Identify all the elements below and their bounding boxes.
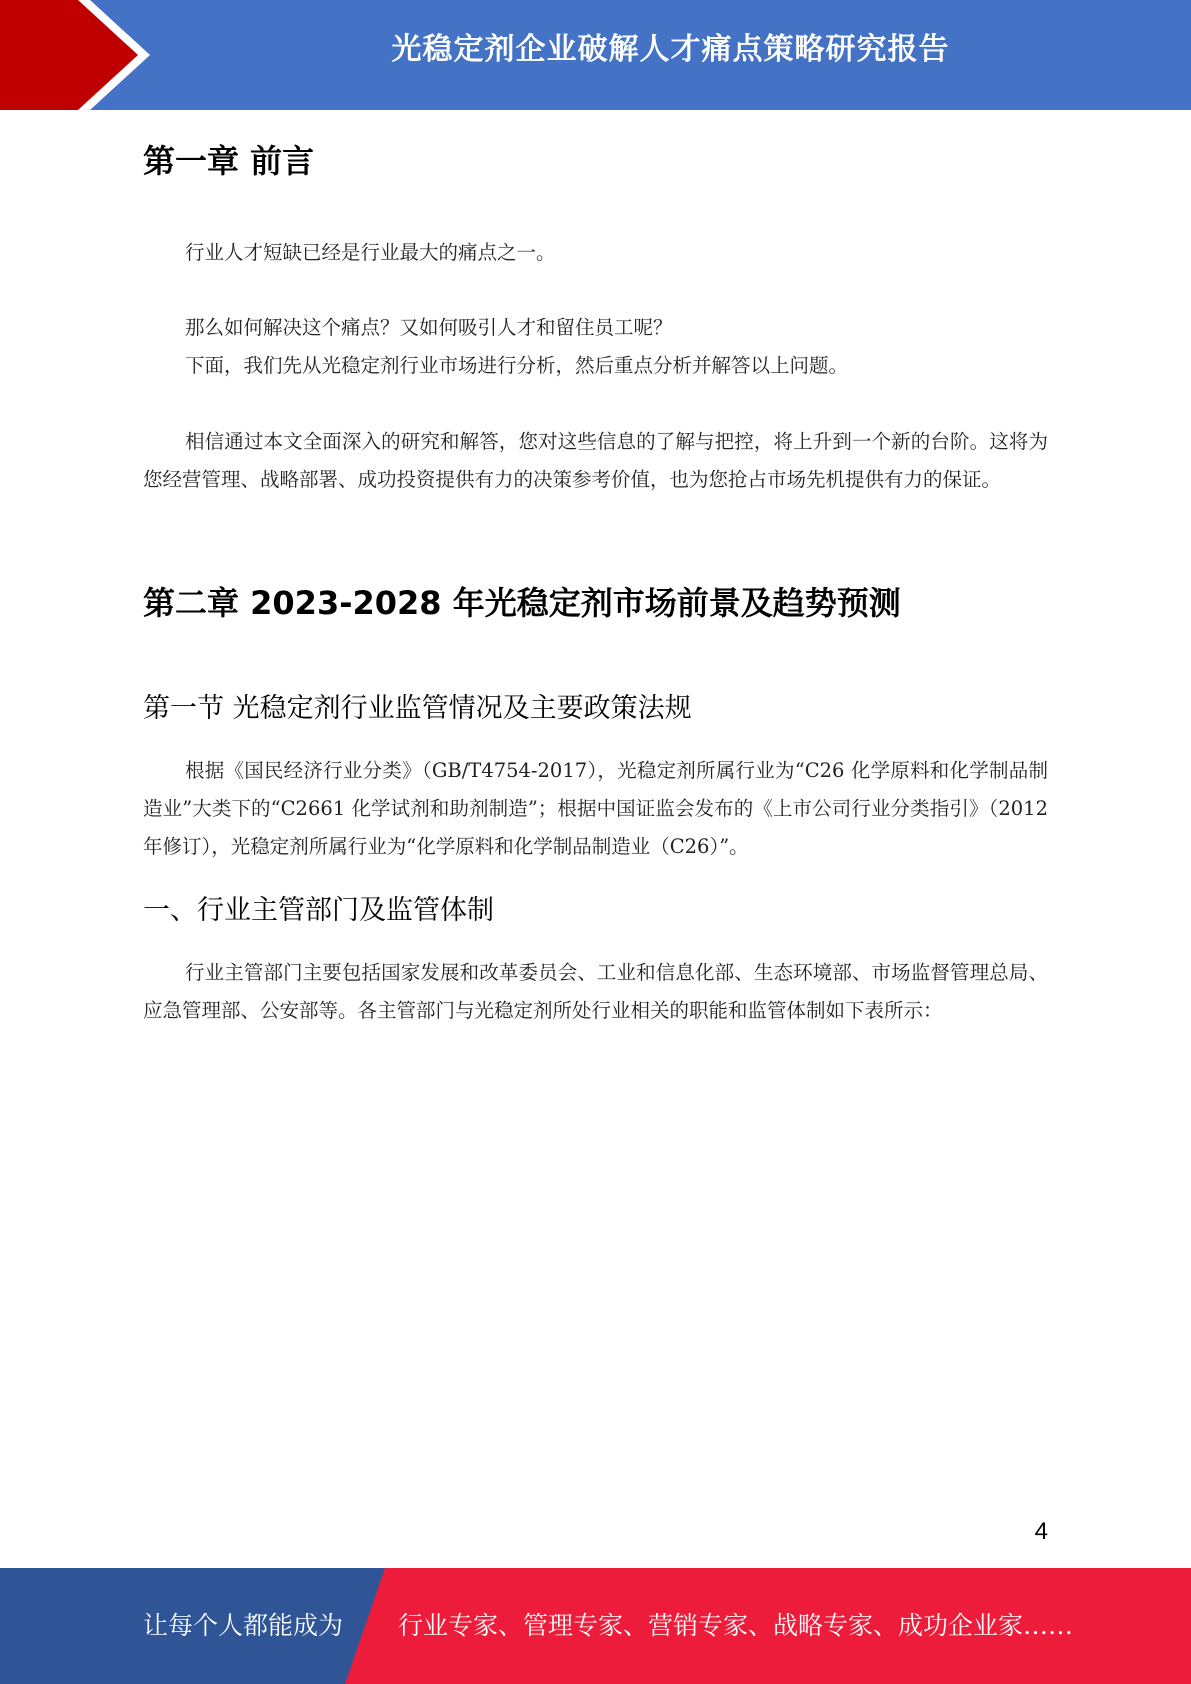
page-number: 4	[1034, 1518, 1048, 1545]
chapter-1-paragraph-1: 行业人才短缺已经是行业最大的痛点之一。	[185, 241, 556, 264]
chapter-1-paragraph-3: 下面，我们先从光稳定剂行业市场进行分析，然后重点分析并解答以上问题。	[185, 354, 849, 377]
chapter-2-heading: 第二章 2023-2028 年光稳定剂市场前景及趋势预测	[143, 584, 901, 622]
subsection-1-paragraph: 行业主管部门主要包括国家发展和改革委员会、工业和信息化部、生态环境部、市场监督管理总局、应急管理部、公安部等。各主管部门与光稳定剂所处行业相关的职能和监管体制如下表所示：	[143, 961, 1048, 1022]
footer-slogan-right: 行业专家、管理专家、营销专家、战略专家、成功企业家……	[398, 1611, 1074, 1640]
report-title: 光稳定剂企业破解人才痛点策略研究报告	[391, 32, 950, 67]
footer-banner	[0, 1568, 1191, 1684]
header-banner	[0, 0, 1191, 110]
section-1-heading: 第一节 光稳定剂行业监管情况及主要政策法规	[143, 693, 692, 724]
subsection-1-heading: 一、行业主管部门及监管体制	[143, 895, 494, 926]
chapter-1-paragraph-4: 相信通过本文全面深入的研究和解答，您对这些信息的了解与把控，将上升到一个新的台阶。这将为您经营管理、战略部署、成功投资提供有力的决策参考价值，也为您抢占市场先机提供有力的保证。	[143, 430, 1048, 491]
chapter-1-paragraph-2: 那么如何解决这个痛点？又如何吸引人才和留住员工呢？	[185, 316, 673, 339]
chapter-1-heading: 第一章 前言	[143, 142, 315, 180]
footer-slogan-left: 让每个人都能成为	[143, 1611, 344, 1640]
section-1-paragraph: 根据《国民经济行业分类》（GB/T4754-2017），光稳定剂所属行业为“C26 化学原料和化学制品制造业”大类下的“C2661 化学试剂和助剂制造”；根据中国证监会发布的《上市公司行业分类指引》（2012 年修订），光稳定剂所属行业为“化学原料和化学制品制造业（C26）”。	[143, 759, 1048, 858]
